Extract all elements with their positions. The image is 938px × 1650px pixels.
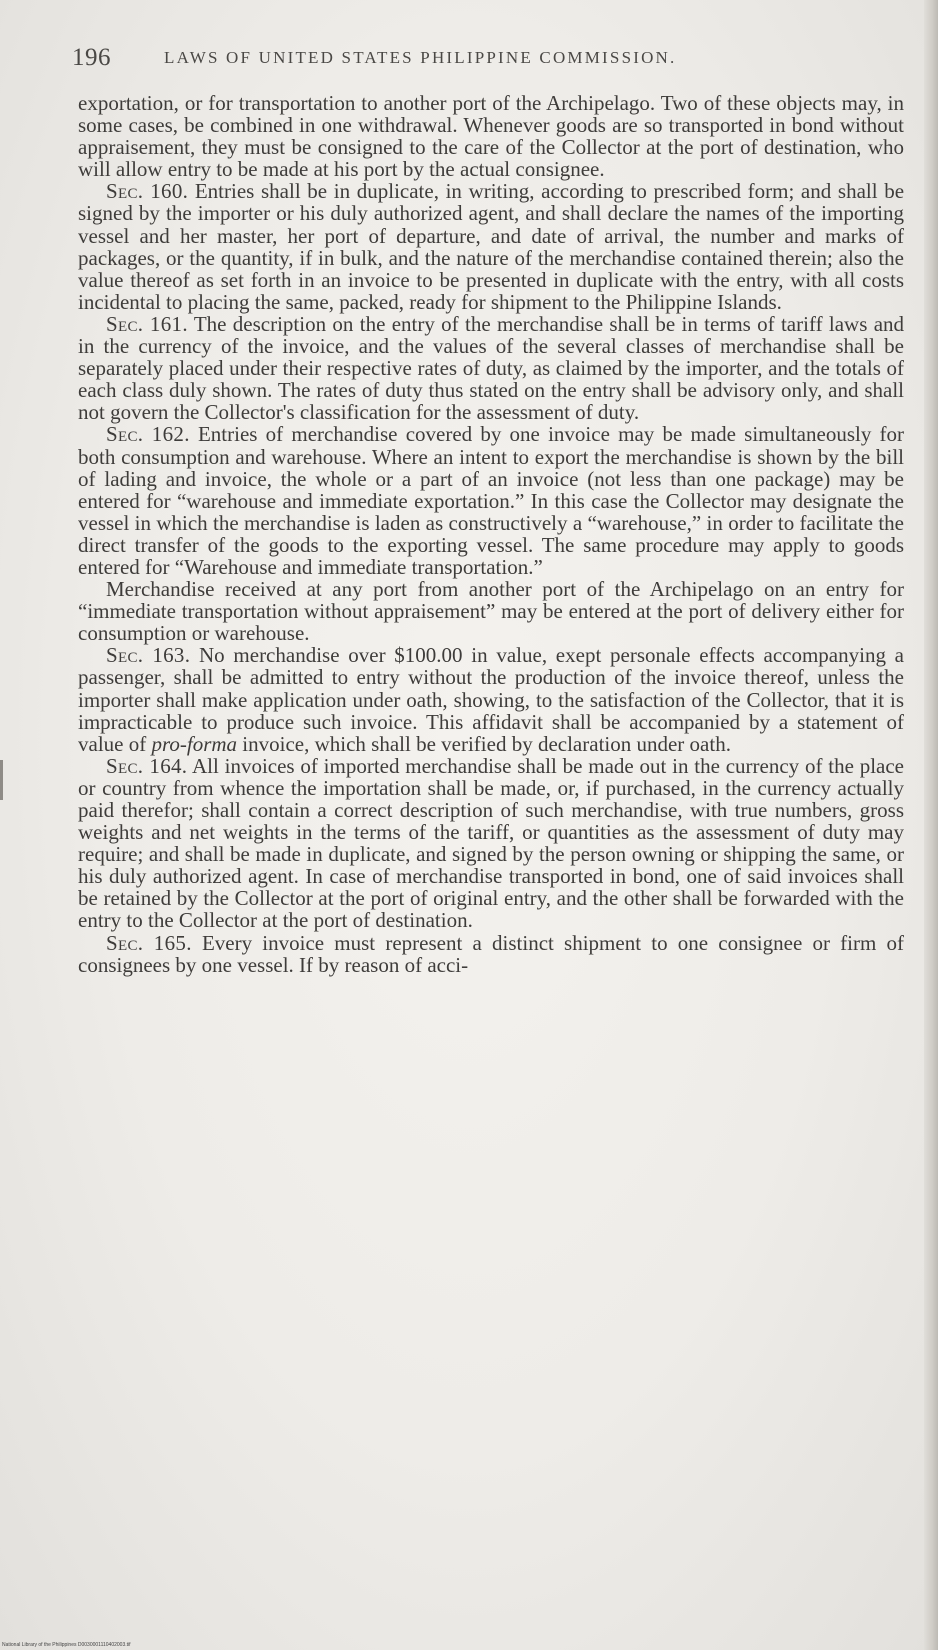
section-161 xyxy=(78,313,904,423)
paragraph-text: Entries of merchandise covered by one invoice may be made simultaneously for both consumption and warehouse. Where an intent to export the merchandise is shown by the bill of lading and invoice, the whole or a part of an invoice (not less than one package) may be entered for “warehouse and immediate exportation.” In this case the Collector may designate the vessel in which the merchandise is laden as constructively a “warehouse,” in order to facilitate the direct transfer of the goods to the exporting vessel. The same procedure may apply to goods entered for “Warehouse and immediate transportation.” xyxy=(78,422,905,579)
paragraph-text: exportation, or for transportation to another port of the Archipelago. Two of these objects may, in some cases, be combined in one withdrawal. Whenever goods are so transported in bond without appraisement, they must be consigned to the care of the Collector at the port of destination, who will allow entry to be made at his port by the actual consignee. xyxy=(78,91,904,182)
page-header xyxy=(72,44,832,76)
section-number: Sec. 161. xyxy=(106,311,188,336)
scan-credit: National Library of the Philippines D0030001110402003.tif xyxy=(2,1642,131,1648)
running-head: LAWS OF UNITED STATES PHILIPPINE COMMISSION. xyxy=(164,48,677,67)
paragraph-text: invoice, which shall be verified by declaration under oath. xyxy=(237,731,731,756)
paragraph-text: All invoices of imported merchandise shall be made out in the currency of the place or country from whence the importation shall be made, or, if purchased, in the currency actually paid therefor; shall contain a correct description of such merchandise, with true numbers, gross weights and net weights in the terms of the tariff, or quantities as the assessment of duty may require; and shall be made in duplicate, and signed by the person owning or shipping the same, or his duly authorized agent. In case of merchandise transported in bond, one of said invoices shall be retained by the Collector at the port of original entry, and the other shall be forwarded with the entry to the Collector at the port of destination. xyxy=(78,753,904,933)
section-165 xyxy=(78,932,904,976)
section-number: Sec. 164. xyxy=(106,753,188,778)
section-number: Sec. 162. xyxy=(106,422,190,447)
section-163 xyxy=(78,644,904,754)
section-number: Sec. 160. xyxy=(106,179,189,204)
paragraph-text: The description on the entry of the merchandise shall be in terms of tariff laws and in the currency of the invoice, and the values of the several classes of merchandise shall be separately placed under their respective rates of duty, as claimed by the importer, and the totals of each class duly shown. The rates of duty thus stated on the entry shall be advisory only, and shall not govern the Collector's classification for the assessment of duty. xyxy=(78,311,905,425)
paragraph-text: Entries shall be in duplicate, in writing, according to prescribed form; and shall be signed by the importer or his duly authorized agent, and shall declare the names of the importing vessel and her master, her port of departure, and date of arrival, the number and marks of packages, or the quantity, if in bulk, and the nature of the merchandise contained therein; also the value thereof as set forth in an invoice to be presented in duplicate with the entry, with all costs incidental to placing the same, packed, ready for shipment to the Philippine Islands. xyxy=(78,179,905,314)
section-number: Sec. 165. xyxy=(106,930,192,955)
paragraph-continuation xyxy=(78,92,904,180)
page-number: 196 xyxy=(72,44,111,71)
paragraph-text: Every invoice must represent a distinct shipment to one consignee or firm of consignees by one vessel. If by reason of acci- xyxy=(78,930,905,977)
section-162 xyxy=(78,423,904,578)
italic-term: pro-forma xyxy=(151,731,238,756)
section-number: Sec. 163. xyxy=(106,643,191,668)
paragraph-text: No merchandise over $100.00 in value, exept personale effects accompanying a passenger, shall be admitted to entry without the production of the invoice thereof, unless the importer shall make application under oath, showing, to the satisfaction of the Collector, that it is impracticable to produce such invoice. This affidavit shall be accompanied by a statement of value of xyxy=(78,643,905,756)
page-edge-shadow xyxy=(924,0,938,1650)
section-164 xyxy=(78,755,904,932)
section-160 xyxy=(78,180,904,313)
section-162-continued xyxy=(78,578,904,644)
page-edge-mark xyxy=(0,760,3,800)
body-text xyxy=(78,92,904,976)
paragraph-text: Merchandise received at any port from another port of the Archipelago on an entry for “immediate transportation without appraisement” may be entered at the port of delivery either for consumption or warehouse. xyxy=(78,577,904,646)
